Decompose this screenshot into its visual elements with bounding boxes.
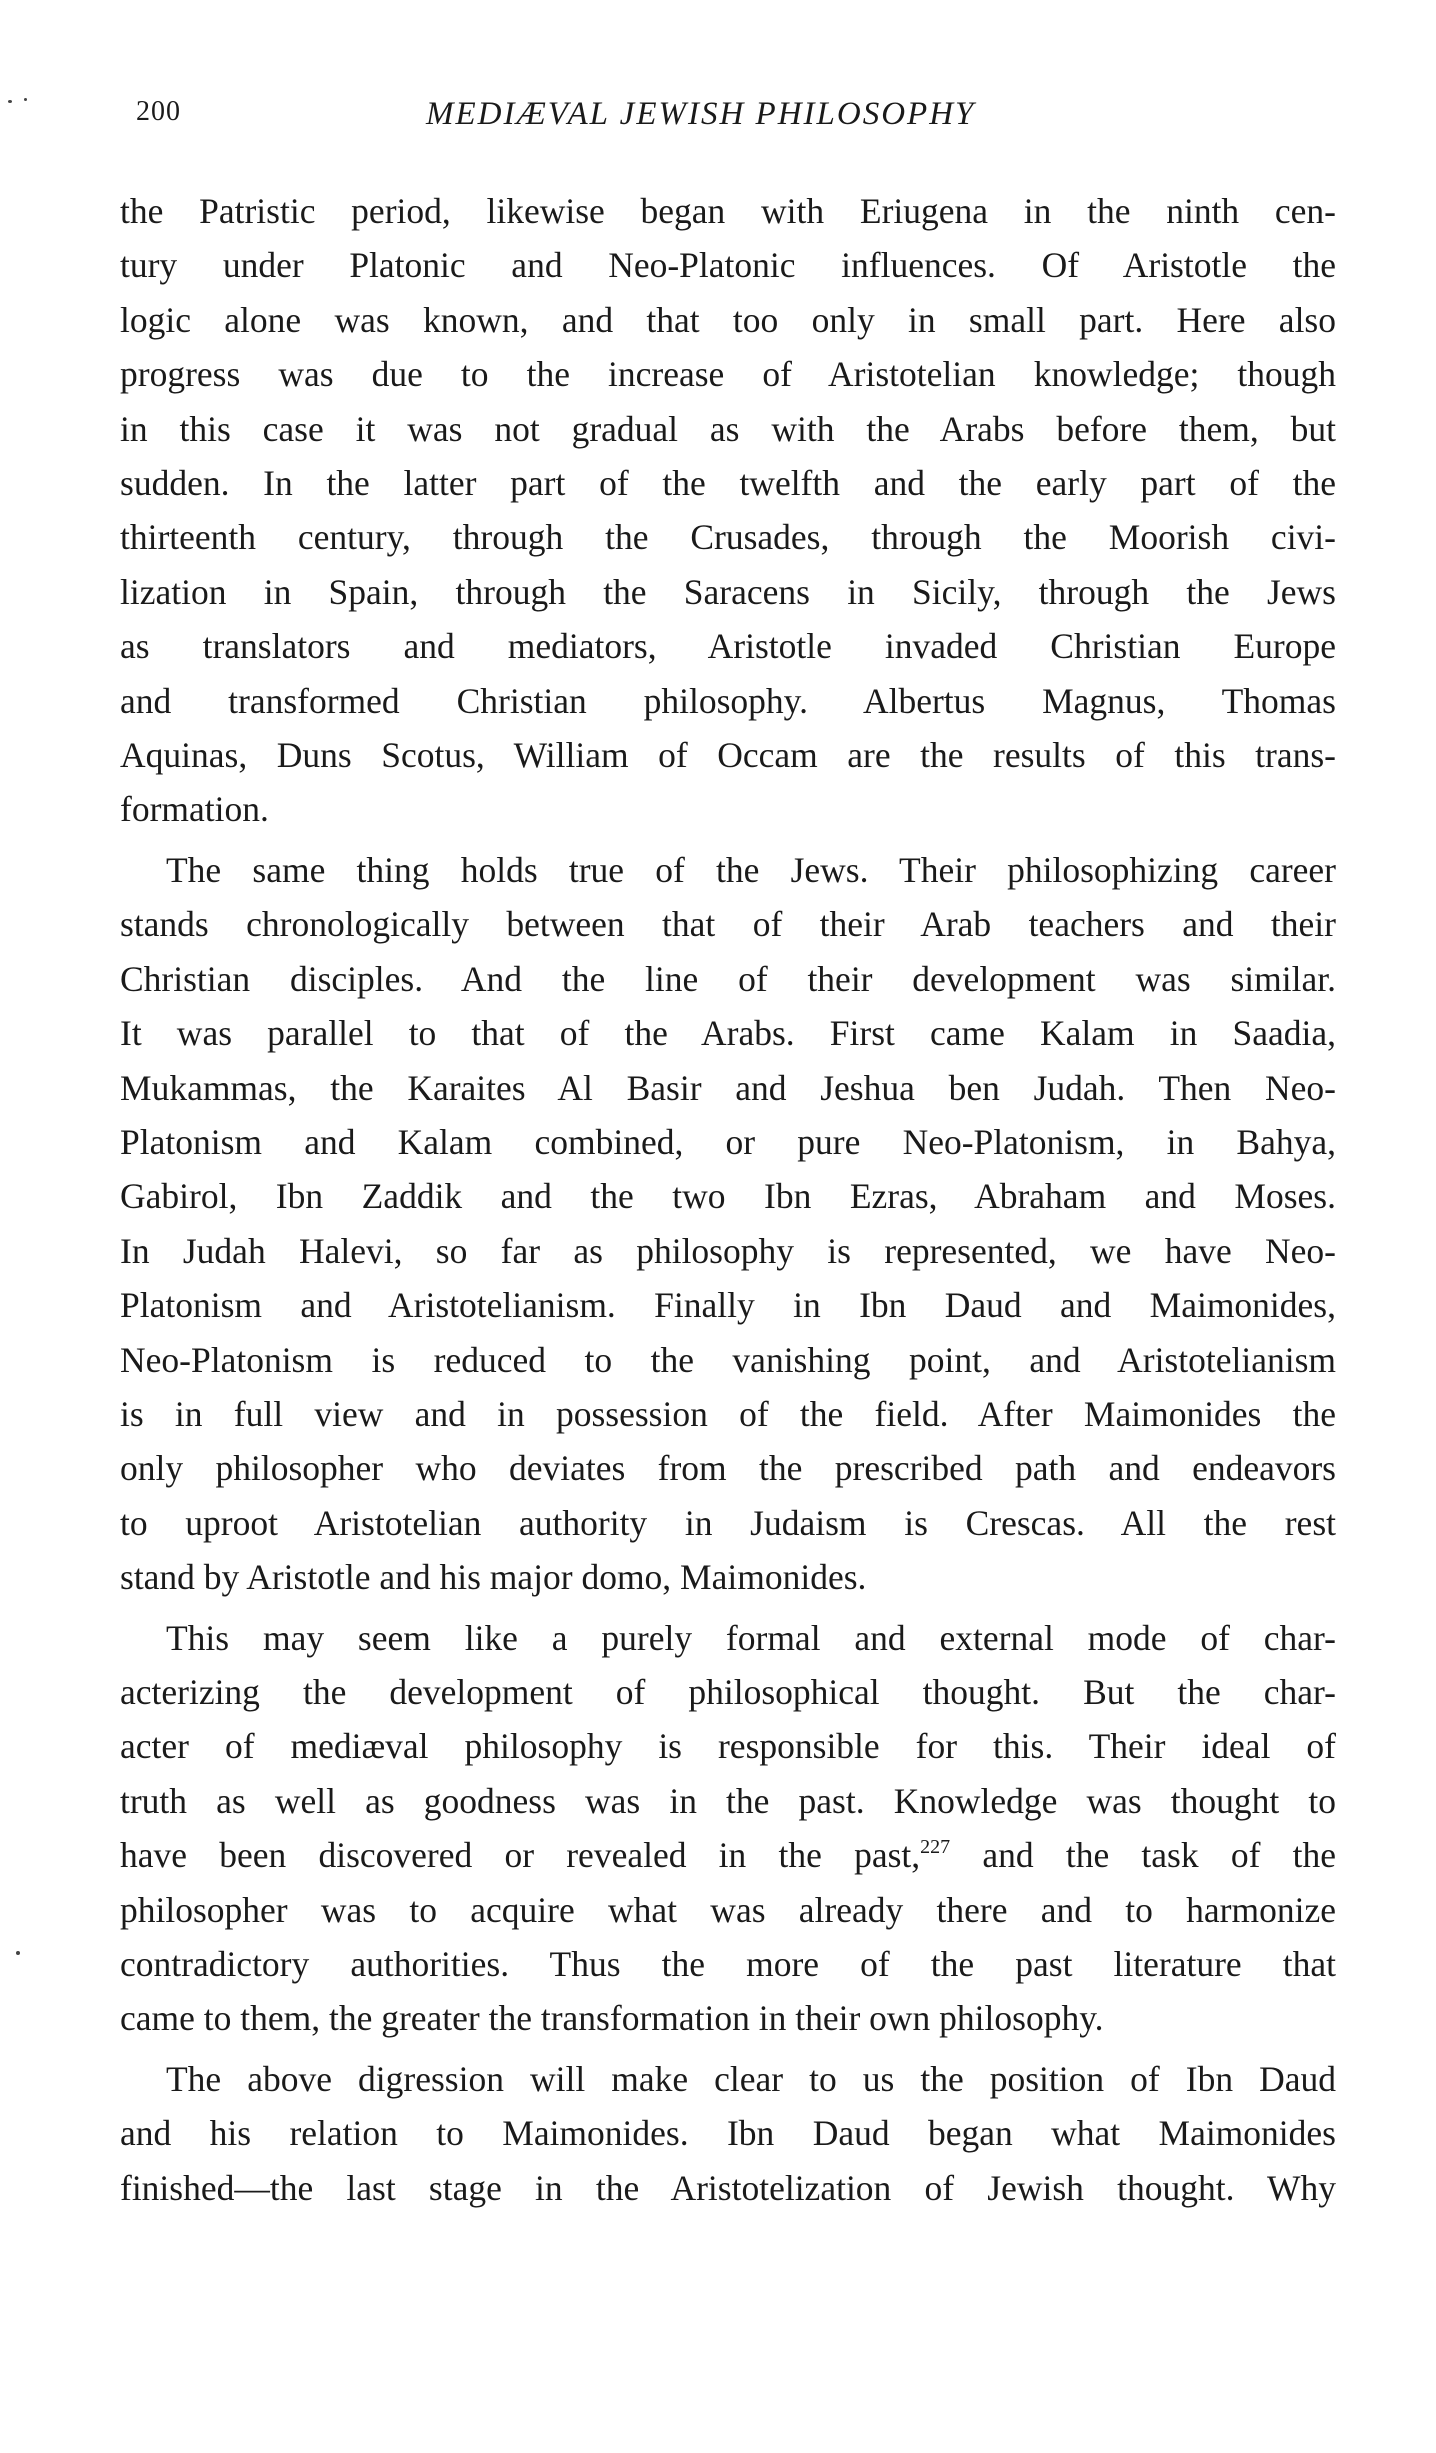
text-line: It was parallel to that of the Arabs. First came Kalam in Saadia,: [120, 1013, 1336, 1054]
text-line: lization in Spain, through the Saracens in Sicily, through the Jews: [120, 571, 1336, 612]
text-line: Mukammas, the Karaites Al Basir and Jeshua ben Judah. Then Neo-: [120, 1067, 1336, 1108]
text-line: stand by Aristotle and his major domo, Maimonides.: [120, 1557, 867, 1598]
text-line: Platonism and Kalam combined, or pure Neo-Platonism, in Bahya,: [120, 1121, 1336, 1162]
paragraph-3: [120, 1611, 1336, 2046]
text-line: as translators and mediators, Aristotle invaded Christian Europe: [120, 626, 1336, 667]
body-text: [120, 184, 1336, 2215]
text-line: and his relation to Maimonides. Ibn Daud began what Maimonides: [120, 2113, 1336, 2154]
text-line: This may seem like a purely formal and external mode of char-: [166, 1617, 1336, 1658]
text-line: logic alone was known, and that too only in small part. Here also: [120, 299, 1336, 340]
text-line: Neo-Platonism is reduced to the vanishing point, and Aristotelianism: [120, 1339, 1336, 1380]
text-line: in this case it was not gradual as with the Arabs before them, but: [120, 408, 1336, 449]
paragraph-1: [120, 184, 1336, 837]
text-segment: and the task of the: [950, 1835, 1336, 1876]
text-line: truth as well as goodness was in the past. Knowledge was thought to: [120, 1780, 1336, 1821]
text-line-with-footnote: [120, 1828, 1336, 1882]
margin-speck: [8, 100, 12, 103]
text-line: thirteenth century, through the Crusades, through the Moorish civi-: [120, 517, 1336, 558]
text-line: formation.: [120, 789, 269, 830]
text-line: philosopher was to acquire what was already there and to harmonize: [120, 1889, 1336, 1930]
text-line: Christian disciples. And the line of their development was similar.: [120, 958, 1336, 999]
text-line: acterizing the development of philosophical thought. But the char-: [120, 1671, 1336, 1712]
running-head: [136, 96, 1326, 140]
text-line: In Judah Halevi, so far as philosophy is represented, we have Neo-: [120, 1230, 1336, 1271]
text-line: to uproot Aristotelian authority in Judaism is Crescas. All the rest: [120, 1502, 1336, 1543]
running-title: MEDIÆVAL JEWISH PHILOSOPHY: [426, 96, 976, 132]
margin-speck: [24, 98, 27, 101]
text-line: finished—the last stage in the Aristotelization of Jewish thought. Why: [120, 2167, 1336, 2208]
page-number: 200: [136, 96, 181, 127]
text-line: The above digression will make clear to us the position of Ibn Daud: [166, 2058, 1336, 2099]
text-line: the Patristic period, likewise began with Eriugena in the ninth cen-: [120, 191, 1336, 231]
text-line: Gabirol, Ibn Zaddik and the two Ibn Ezras, Abraham and Moses.: [120, 1176, 1336, 1217]
text-line: contradictory authorities. Thus the more of the past literature that: [120, 1944, 1336, 1984]
text-segment: have been discovered or revealed in the past,: [120, 1835, 921, 1876]
text-line: progress was due to the increase of Aristotelian knowledge; though: [120, 354, 1336, 395]
margin-speck: [16, 1951, 20, 1955]
paragraph-4: [120, 2052, 1336, 2215]
text-line: sudden. In the latter part of the twelfth and the early part of the: [120, 463, 1336, 504]
text-line: only philosopher who deviates from the prescribed path and endeavors: [120, 1448, 1336, 1489]
text-line: is in full view and in possession of the field. After Maimonides the: [120, 1393, 1336, 1434]
text-line: Aquinas, Duns Scotus, William of Occam are the results of this trans-: [120, 735, 1336, 776]
text-line: came to them, the greater the transformation in their own philosophy.: [120, 1998, 1104, 2039]
paragraph-2: [120, 843, 1336, 1605]
text-line: The same thing holds true of the Jews. Their philosophizing career: [166, 849, 1336, 890]
footnote-reference: 227: [920, 1836, 951, 1859]
text-line: Platonism and Aristotelianism. Finally in Ibn Daud and Maimonides,: [120, 1285, 1336, 1326]
text-line: stands chronologically between that of their Arab teachers and their: [120, 904, 1336, 945]
text-line: tury under Platonic and Neo-Platonic influences. Of Aristotle the: [120, 245, 1336, 286]
text-line: acter of mediæval philosophy is responsible for this. Their ideal of: [120, 1726, 1336, 1767]
text-line: and transformed Christian philosophy. Albertus Magnus, Thomas: [120, 680, 1336, 721]
